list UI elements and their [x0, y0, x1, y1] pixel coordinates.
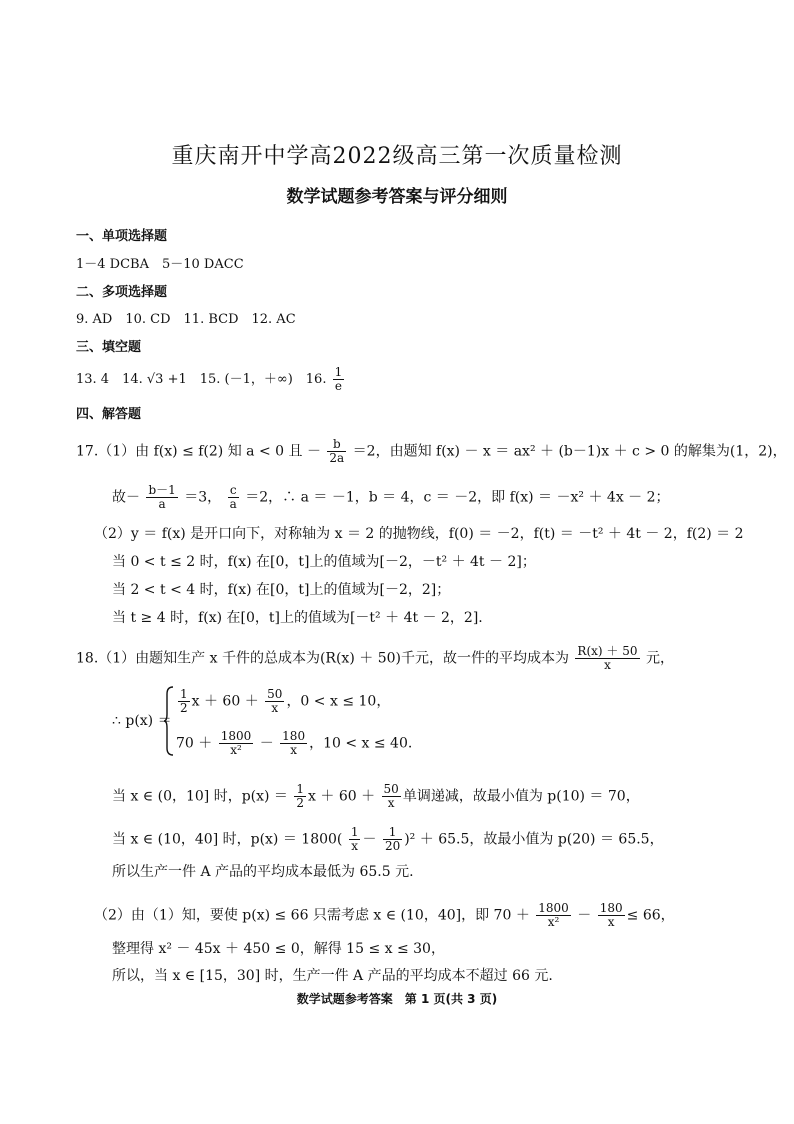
q17-line-6: 当 t ≥ 4 时，f(x) 在[0，t]上的值域为[－t² ＋ 4t － 2，2].	[112, 610, 483, 626]
q18-line-7: 所以，当 x ∈ [15，30] 时，生产一件 A 产品的平均成本不超过 66 元.	[112, 968, 553, 984]
q17-line-3: （2）y ＝ f(x) 是开口向下，对称轴为 x ＝ 2 的抛物线，f(0) ＝ －2，f(t) ＝ －t² ＋ 4t － 2，f(2) ＝ 2	[94, 526, 744, 542]
fraction-one-over-e: $\frac{1}{e}$	[334, 365, 343, 393]
page-title: 重庆南开中学高2022级高三第一次质量检测	[171, 144, 623, 169]
q17-line-2: 故－ $\frac{b-1}{a}$ ＝3， $\frac{c}{a}$ ＝2，∴ a ＝ －1，b ＝ 4，c ＝ －2，即 f(x) ＝ －x² ＋ 4x － 2；	[112, 483, 670, 511]
section-heading-fill-blank: 三、填空题	[76, 340, 142, 355]
page-subtitle: 数学试题参考答案与评分细则	[286, 187, 508, 207]
q18-line-5: （2）由（1）知，要使 p(x) ≤ 66 只需考虑 x ∈ (10，40]，即 70 ＋ $\frac{1800}{\text{x²}}$ － $\frac{180}{x}$ ≤ 66，	[94, 901, 675, 929]
fill-blank-text: 13. 4 14. √3 +1 15. (－1，＋∞) 16.	[76, 372, 327, 387]
multi-choice-answers: 9. AD 10. CD 11. BCD 12. AC	[76, 312, 296, 327]
page-footer: 数学试题参考答案 第 1 页(共 3 页)	[296, 992, 498, 1006]
section-heading-multi-choice: 二、多项选择题	[76, 285, 168, 300]
q18-line-4: 所以生产一件 A 产品的平均成本最低为 65.5 元.	[112, 864, 414, 880]
single-choice-answers: 1－4 DCBA 5－10 DACC	[76, 257, 244, 272]
q17-line-5: 当 2 < t < 4 时，f(x) 在[0，t]上的值域为[－2，2]；	[112, 582, 451, 598]
q18-line-1: 18.（1）由题知生产 x 千件的总成本为(R(x) ＋ 50)千元，故一件的平均成本为 $\frac{R(x) + 50}{x}$ 元，	[76, 644, 674, 672]
q18-px-label: ∴ p(x) ＝	[112, 713, 172, 729]
q18-line-6: 整理得 x² － 45x ＋ 450 ≤ 0，解得 15 ≤ x ≤ 30，	[112, 941, 445, 957]
piecewise-brace-icon	[164, 686, 174, 756]
q17-line-4: 当 0 < t ≤ 2 时，f(x) 在[0，t]上的值域为[－2，－t² ＋ 4t － 2]；	[112, 554, 536, 570]
q18-line-2: 当 x ∈ (0，10] 时，p(x) ＝ $\frac{1}{2}$ x ＋ 60 ＋ $\frac{50}{x}$ 单调递减，故最小值为 p(10) ＝ 70，	[112, 782, 640, 810]
q18-line-3: 当 x ∈ (10，40] 时，p(x) ＝ 1800( $\frac{1}{x}$ － $\frac{1}{20}$ )² ＋ 65.5，故最小值为 p(20) ＝ 65.5，	[112, 825, 664, 853]
section-heading-solutions: 四、解答题	[76, 407, 142, 422]
fill-blank-answers	[76, 366, 346, 393]
piecewise-case-2: 70 ＋ $\frac{1800}{\text{x²}}$ － $\frac{180}{x}$ ，10 < x ≤ 40.	[176, 729, 413, 757]
piecewise-case-1: $\frac{1}{2}$ x ＋ 60 ＋ $\frac{50}{x}$ ，0 < x ≤ 10，	[180, 687, 391, 715]
q17-line-1: 17.（1）由 f(x) ≤ f(2) 知 a < 0 且 － $\frac{b}{2a}$ ＝2，由题知 f(x) － x ＝ ax² ＋ (b－1)x ＋ c > 0 的解集为(1，2)，	[76, 437, 787, 465]
section-heading-single-choice: 一、单项选择题	[76, 229, 168, 244]
